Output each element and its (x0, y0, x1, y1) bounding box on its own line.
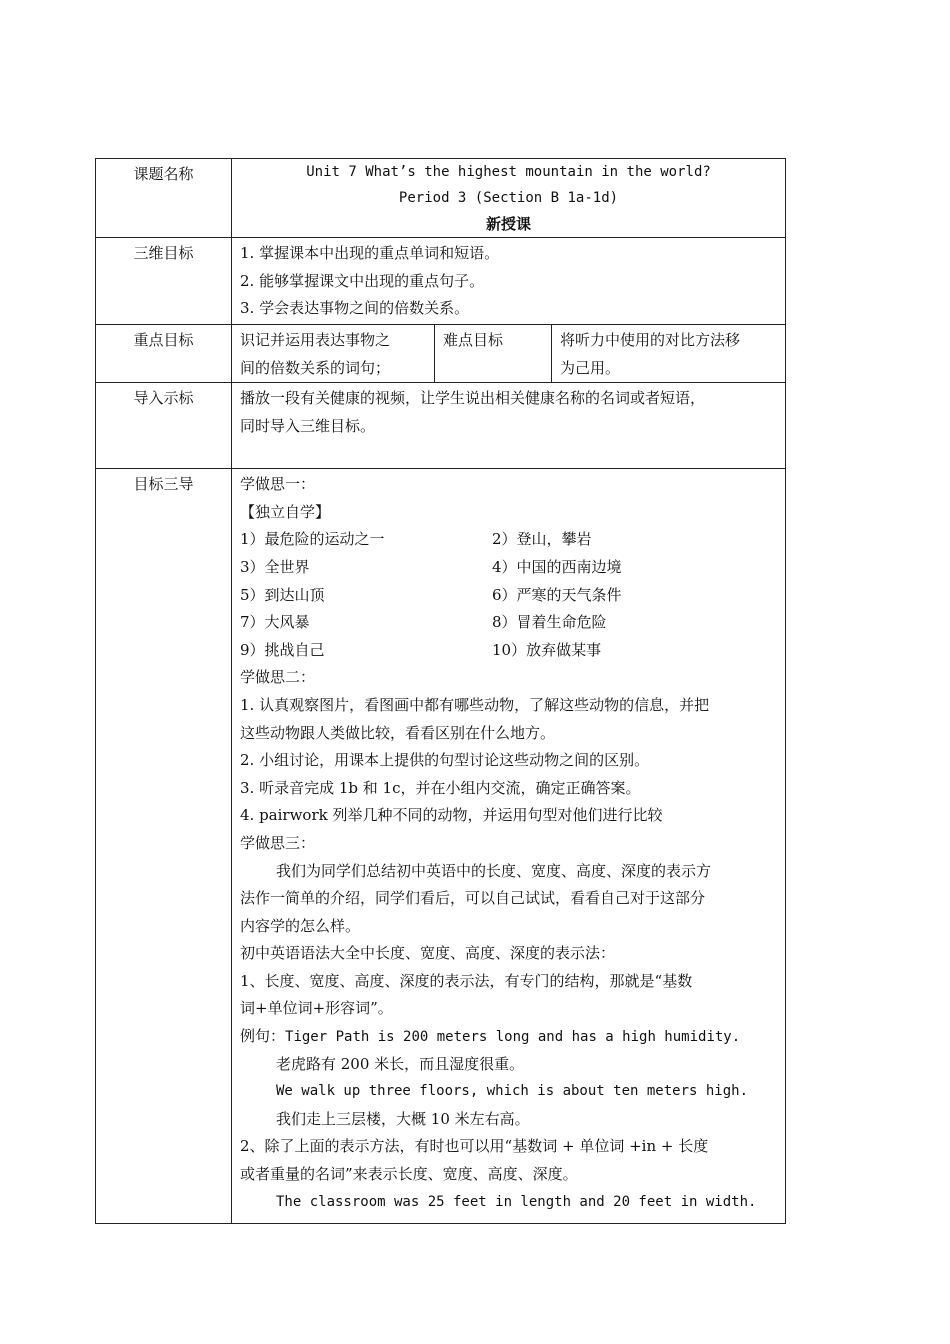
period-title: Period 3 (Section B 1a-1d) (398, 190, 619, 206)
lesson-plan-table (95, 158, 786, 1224)
phrase-pair (240, 609, 777, 637)
key-text-line: 识记并运用表达事物之 (240, 331, 391, 349)
section-title: 学做思三： (240, 833, 316, 852)
key-cell (232, 325, 435, 383)
paragraph-line: 内容学的怎么样。 (240, 916, 361, 935)
difficult-cell (552, 325, 786, 383)
row-intro (96, 383, 786, 469)
label-goals: 三维目标 (96, 238, 232, 325)
paragraph-line: 或者重量的名词”来表示长度、宽度、高度、深度。 (240, 1165, 578, 1184)
phrase-item: 10）放弃做某事 (492, 640, 602, 659)
paragraph-line: 法作一简单的介绍，同学们看后，可以自己试试，看看自己对于这部分 (240, 889, 706, 908)
row-key (96, 325, 786, 383)
label-difficult: 难点目标 (443, 331, 504, 349)
example-translation: 我们走上三层楼，大概 10 米左右高。 (276, 1109, 530, 1128)
row-three-guides (96, 469, 786, 1224)
task-line: 2. 小组讨论，用课本上提供的句型讨论这些动物之间的区别。 (240, 751, 650, 770)
paragraph-line: 2、除了上面的表示方法，有时也可以用“基数词 + 单位词 +in + 长度 (240, 1137, 709, 1156)
goal-item: 1. 掌握课本中出现的重点单词和短语。 (240, 244, 500, 262)
label-three: 目标三导 (96, 469, 232, 1224)
section-subtitle: 【独立自学】 (240, 502, 331, 521)
key-text-line: 间的倍数关系的词句； (240, 358, 391, 377)
phrase-item: 7）大风暴 (240, 613, 310, 632)
phrase-item: 5）到达山顶 (240, 585, 325, 604)
task-line: 3. 听录音完成 1b 和 1c，并在小组内交流，确定正确答案。 (240, 778, 641, 797)
title-cell (232, 159, 786, 238)
phrase-item: 1）最危险的运动之一 (240, 530, 385, 549)
example-line (240, 1023, 777, 1051)
goals-cell (232, 238, 786, 325)
label-intro: 导入示标 (96, 383, 232, 469)
example-label: 例句： (240, 1027, 286, 1046)
phrase-pair (240, 554, 777, 582)
difficult-label-cell (435, 325, 552, 383)
example-translation: 老虎路有 200 米长，而且湿度很重。 (276, 1054, 525, 1073)
phrase-item: 6）严寒的天气条件 (492, 585, 622, 604)
difficult-text-line: 为己用。 (560, 358, 621, 377)
phrase-pair (240, 526, 777, 554)
phrase-item: 9）挑战自己 (240, 640, 325, 659)
label-key: 重点目标 (96, 325, 232, 383)
goal-item: 2. 能够掌握课文中出现的重点句子。 (240, 271, 485, 290)
label-title: 课题名称 (96, 159, 232, 238)
intro-cell (232, 383, 786, 469)
row-goals (96, 238, 786, 325)
goal-item: 3. 学会表达事物之间的倍数关系。 (240, 299, 470, 318)
three-cell (232, 469, 786, 1224)
row-title (96, 159, 786, 238)
example-sentence: Tiger Path is 200 meters long and has a high humidity. (285, 1029, 741, 1046)
example-sentence: The classroom was 25 feet in length and 20 feet in width. (276, 1193, 757, 1210)
phrase-item: 8）冒着生命危险 (492, 613, 607, 632)
unit-title: Unit 7 What’s the highest mountain in the world? (306, 164, 711, 180)
section-title: 学做思二： (240, 668, 316, 687)
paragraph-line: 初中英语语法大全中长度、宽度、高度、深度的表示法： (240, 944, 616, 963)
paragraph-line: 1、长度、宽度、高度、深度的表示法，有专门的结构，那就是“基数 (240, 971, 693, 990)
paragraph-line: 词+单位词+形容词”。 (240, 999, 393, 1018)
section-title: 学做思一： (240, 475, 316, 494)
lesson-type: 新授课 (486, 215, 532, 233)
task-line: 这些动物跟人类做比较，看看区别在什么地方。 (240, 723, 556, 742)
phrase-pair (240, 582, 777, 610)
paragraph-line: 我们为同学们总结初中英语中的长度、宽度、高度、深度的表示方 (276, 861, 712, 880)
intro-line: 播放一段有关健康的视频，让学生说出相关健康名称的名词或者短语， (240, 389, 706, 408)
task-line: 4. pairwork 列举几种不同的动物，并运用句型对他们进行比较 (240, 806, 663, 825)
intro-line: 同时导入三维目标。 (240, 416, 376, 435)
difficult-text-line: 将听力中使用的对比方法移 (560, 331, 741, 349)
task-line: 1. 认真观察图片，看图画中都有哪些动物，了解这些动物的信息，并把 (240, 695, 710, 714)
phrase-item: 4）中国的西南边境 (492, 557, 622, 576)
example-sentence: We walk up three floors, which is about ten meters high. (276, 1083, 749, 1100)
phrase-pair (240, 637, 777, 665)
phrase-item: 3）全世界 (240, 557, 310, 576)
phrase-item: 2）登山，攀岩 (492, 530, 592, 549)
